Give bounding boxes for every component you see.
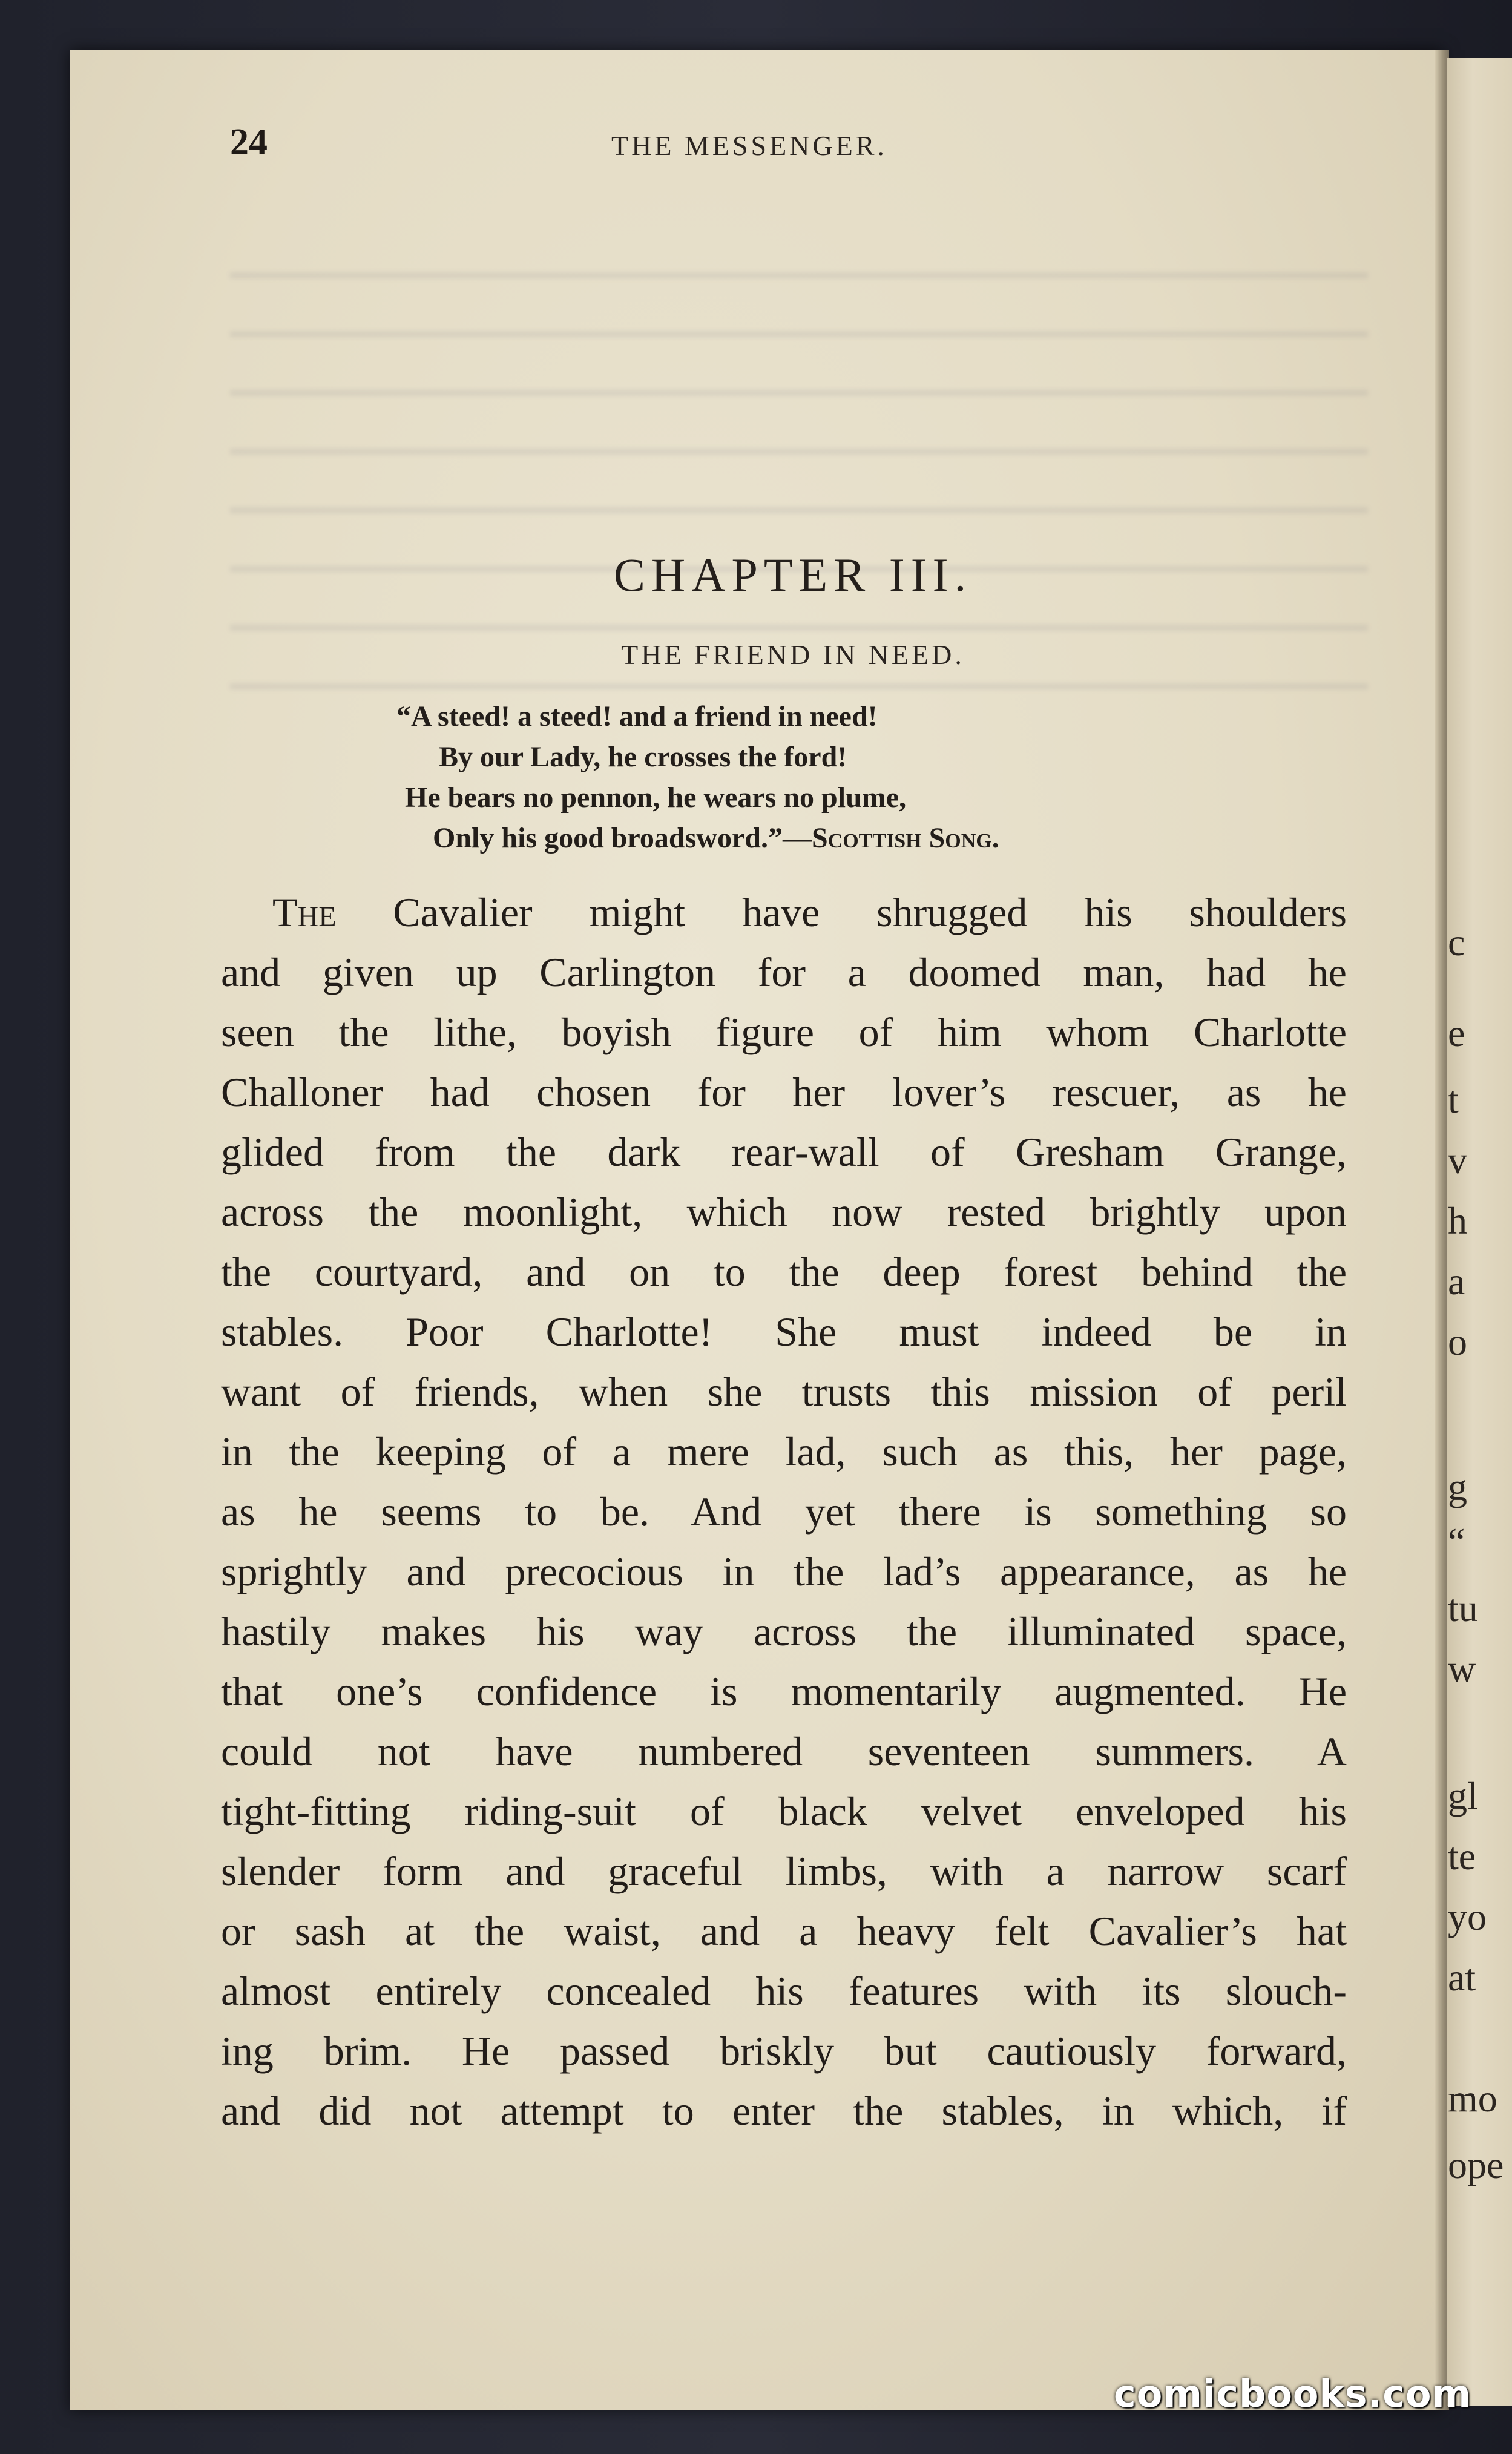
facing-fragment: te [1448, 1835, 1476, 1878]
facing-fragment: w [1448, 1647, 1476, 1690]
facing-fragment: mo [1448, 2077, 1497, 2120]
facing-fragment: t [1448, 1078, 1459, 1121]
facing-fragment: “ [1448, 1520, 1465, 1563]
facing-fragment: e [1448, 1012, 1465, 1054]
drop-cap: T [272, 889, 298, 935]
body-line: that one’s confidence is momentarily augmented. He [221, 1668, 1347, 1714]
body-line: hastily makes his way across the illuminated space, [221, 1608, 1347, 1654]
page-number: 24 [230, 122, 268, 163]
chapter-title: CHAPTER III. [613, 548, 973, 601]
body-line: could not have numbered seventeen summers. A [221, 1728, 1347, 1774]
page-header [230, 121, 1362, 182]
body-line: and given up Carlington for a doomed man, had he [221, 949, 1347, 995]
facing-fragment: a [1448, 1260, 1465, 1303]
body-line: and did not attempt to enter the stables, in which, if [221, 2088, 1347, 2134]
facing-fragment: h [1448, 1199, 1467, 1242]
watermark: comicbooks.com [1114, 2372, 1472, 2416]
facing-fragment: v [1448, 1139, 1467, 1182]
body-line: across the moonlight, which now rested brightly upon [221, 1189, 1347, 1235]
facing-fragment: yo [1448, 1895, 1487, 1938]
body-line: almost entirely concealed his features with its slouch- [221, 1968, 1347, 2014]
facing-fragment: c [1448, 921, 1465, 964]
body-line: sprightly and precocious in the lad’s appearance, as he [221, 1548, 1347, 1594]
body-line: as he seems to be. And yet there is something so [221, 1489, 1347, 1535]
body-line: glided from the dark rear-wall of Gresham Grange, [221, 1129, 1347, 1175]
epigraph-last-line: Only his good broadsword.”— [433, 822, 812, 854]
epigraph-line [396, 818, 1365, 858]
bleed-through-shadow [230, 230, 1368, 702]
body-line: the courtyard, and on to the deep forest behind the [221, 1249, 1347, 1295]
body-line: seen the lithe, boyish figure of him whom Charlotte [221, 1009, 1347, 1055]
body-line: ing brim. He passed briskly but cautiously forward, [221, 2028, 1347, 2074]
epigraph-line: “A steed! a steed! and a friend in need! [396, 700, 878, 732]
running-title: THE MESSENGER. [611, 130, 887, 161]
facing-fragment: gl [1448, 1774, 1478, 1817]
body-line: or sash at the waist, and a heavy felt Cavalier’s hat [221, 1908, 1347, 1954]
body-line: slender form and graceful limbs, with a narrow scarf [221, 1848, 1347, 1894]
body-text [221, 883, 1347, 2141]
drop-cap-rest: he [297, 889, 337, 935]
facing-fragment: g [1448, 1465, 1467, 1508]
body-line: Challoner had chosen for her lover’s rescuer, as he [221, 1069, 1347, 1115]
body-line: want of friends, when she trusts this mission of peril [221, 1369, 1347, 1415]
facing-fragment: at [1448, 1956, 1476, 1999]
facing-fragment: ope [1448, 2143, 1504, 2186]
body-line: tight-fitting riding-suit of black velvet enveloped his [221, 1788, 1347, 1834]
epigraph-line: He bears no pennon, he wears no plume, [405, 781, 907, 814]
facing-page-edge [1447, 58, 1512, 2406]
body-line: in the keeping of a mere lad, such as this, her page, [221, 1429, 1347, 1475]
chapter-subtitle: THE FRIEND IN NEED. [621, 639, 965, 670]
body-line-text: Cavalier might have shrugged his shoulders [336, 889, 1347, 935]
facing-fragment: tu [1448, 1587, 1478, 1630]
epigraph-line: By our Lady, he crosses the ford! [439, 741, 847, 773]
body-line: stables. Poor Charlotte! She must indeed be in [221, 1309, 1347, 1355]
facing-fragment: o [1448, 1320, 1467, 1363]
epigraph-attribution: Scottish Song. [811, 822, 999, 854]
body-line [221, 883, 1347, 942]
epigraph [396, 696, 1365, 858]
